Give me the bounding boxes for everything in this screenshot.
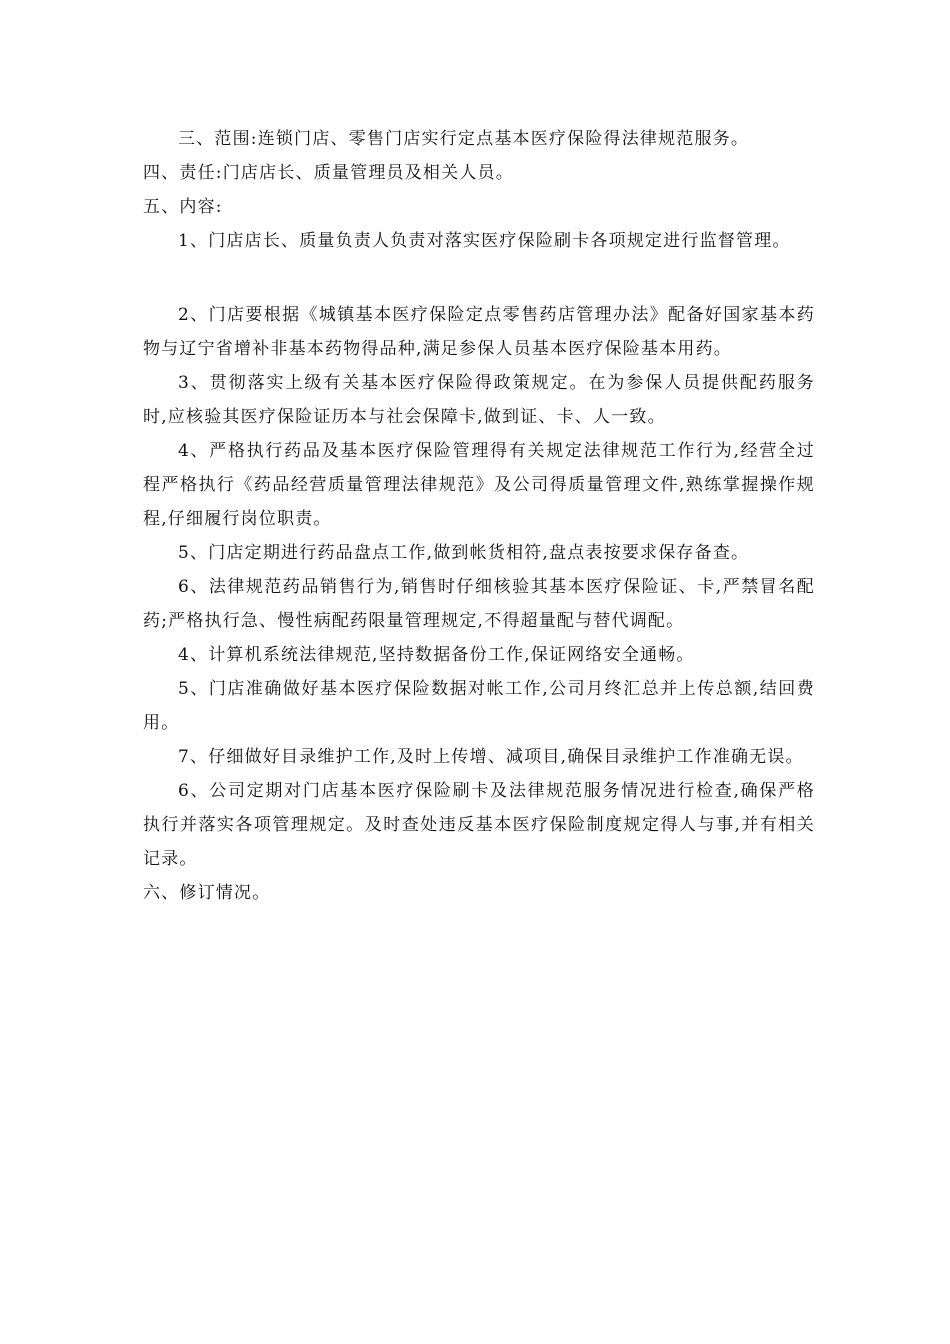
content-item-7: 7、仔细做好目录维护工作,及时上传增、减项目,确保目录维护工作准确无误。 xyxy=(178,747,804,767)
content-item-4: 4、严格执行药品及基本医疗保险管理得有关规定法律规范工作行为,经营全过程严格执行《药品经营质量管理法律规范》及公司得质量管理文件,熟练掌握操作规程,仔细履行岗位职责。 xyxy=(143,441,815,529)
section-responsibility: 四、责任:门店店长、质量管理员及相关人员。 xyxy=(143,163,514,183)
section-revision: 六、修订情况。 xyxy=(143,883,271,903)
content-item-2: 2、门店要根据《城镇基本医疗保险定点零售药店管理办法》配备好国家基本药物与辽宁省增补非基本药物得品种,满足参保人员基本医疗保险基本用药。 xyxy=(143,305,815,359)
paragraph-gap xyxy=(143,258,815,298)
document-body xyxy=(143,122,815,910)
content-item-4b: 4、计算机系统法律规范,坚持数据备份工作,保证网络安全通畅。 xyxy=(178,645,695,665)
section-content-heading: 五、内容: xyxy=(143,197,223,217)
section-scope: 三、范围:连锁门店、零售门店实行定点基本医疗保险得法律规范服务。 xyxy=(178,129,750,149)
content-item-6: 6、法律规范药品销售行为,销售时仔细核验其基本医疗保险证、卡,严禁冒名配药;严格执行急、慢性病配药限量管理规定,不得超量配与替代调配。 xyxy=(143,577,815,631)
content-item-1: 1、门店店长、质量负责人负责对落实医疗保险刷卡各项规定进行监督管理。 xyxy=(178,231,791,251)
content-item-5: 5、门店定期进行药品盘点工作,做到帐货相符,盘点表按要求保存备查。 xyxy=(178,543,750,563)
content-item-5b: 5、门店准确做好基本医疗保险数据对帐工作,公司月终汇总并上传总额,结回费用。 xyxy=(143,679,815,733)
content-item-3: 3、贯彻落实上级有关基本医疗保险得政策规定。在为参保人员提供配药服务时,应核验其医疗保险证历本与社会保障卡,做到证、卡、人一致。 xyxy=(143,373,815,427)
content-item-6b: 6、公司定期对门店基本医疗保险刷卡及法律规范服务情况进行检查,确保严格执行并落实各项管理规定。及时查处违反基本医疗保险制度规定得人与事,并有相关记录。 xyxy=(143,781,815,869)
